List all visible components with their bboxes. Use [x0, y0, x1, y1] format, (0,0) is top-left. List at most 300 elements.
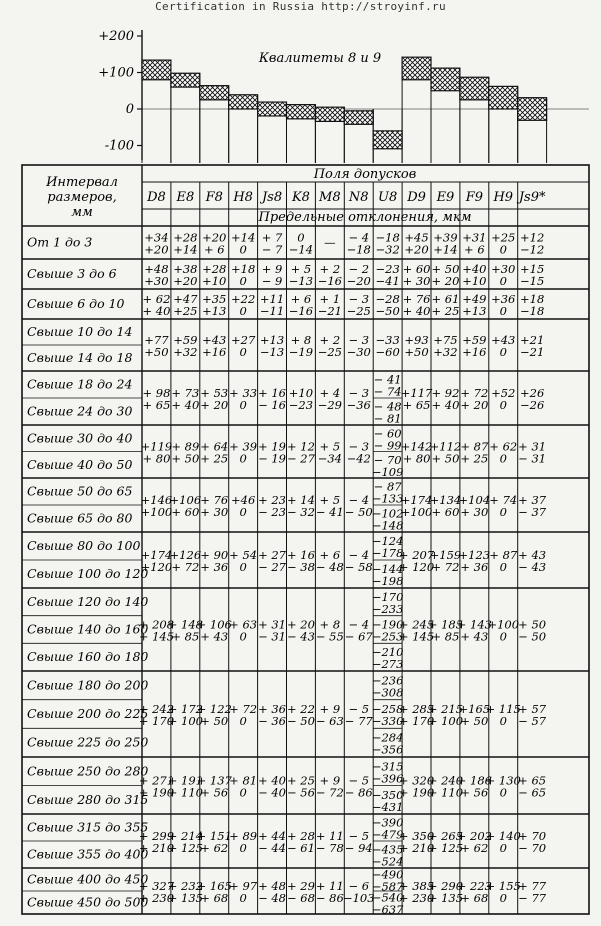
- lower-deviation: − 55: [315, 629, 344, 644]
- upper-deviation: +11: [259, 292, 285, 306]
- lower-deviation: −14: [288, 242, 314, 257]
- lower-deviation: +20: [404, 242, 429, 257]
- lower-deviation: + 110: [167, 785, 203, 800]
- upper-deviation: +31: [462, 230, 487, 245]
- lower-deviation: −25: [346, 304, 371, 318]
- lower-deviation: 0: [499, 629, 507, 644]
- lower-deviation: + 68: [200, 891, 229, 905]
- lower-deviation: − 86: [344, 785, 373, 800]
- upper-deviation: +174: [400, 493, 433, 507]
- lower-deviation: −30: [346, 345, 371, 359]
- lower-deviation: +32: [433, 345, 458, 359]
- tolerance-zone-F8: [200, 86, 229, 100]
- upper-deviation: +48: [144, 262, 169, 276]
- lower-deviation: 0: [499, 398, 507, 412]
- lower-deviation: − 50: [344, 505, 373, 519]
- upper-deviation: −540: [371, 890, 404, 905]
- y-tick-label: +200: [98, 29, 134, 44]
- tolerance-bar-chart: [98, 29, 589, 163]
- upper-deviation: +25: [491, 230, 516, 245]
- upper-deviation: + 385: [398, 879, 435, 893]
- lower-deviation: + 68: [460, 891, 489, 905]
- lower-deviation: +120: [140, 560, 173, 574]
- upper-deviation: 0: [297, 230, 305, 245]
- size-range-label: Свыше 120 до 140: [27, 593, 149, 609]
- upper-deviation: +159: [429, 548, 462, 562]
- lower-deviation: 0: [239, 242, 247, 257]
- upper-deviation: + 6: [319, 548, 341, 562]
- lower-deviation: + 80: [142, 451, 171, 466]
- upper-deviation: + 73: [171, 386, 200, 400]
- upper-deviation: +49: [462, 292, 487, 306]
- lower-deviation: + 100: [167, 714, 203, 728]
- size-range-label: Свыше 65 до 80: [27, 510, 133, 526]
- size-range-label: Свыше 14 до 18: [27, 350, 133, 365]
- upper-deviation: +142: [400, 439, 433, 454]
- lower-deviation: − 63: [315, 714, 344, 728]
- upper-deviation: + 115: [485, 702, 521, 716]
- upper-deviation: +34: [144, 230, 169, 245]
- upper-deviation: + 29: [286, 879, 315, 893]
- upper-deviation: − 3: [348, 292, 370, 306]
- upper-deviation: −315: [371, 759, 404, 774]
- upper-deviation: −435: [371, 842, 404, 857]
- upper-deviation: + 43: [518, 548, 547, 562]
- upper-deviation: + 50: [431, 262, 460, 276]
- upper-deviation: + 92: [431, 386, 460, 400]
- upper-deviation: + 64: [200, 439, 229, 454]
- upper-deviation: + 232: [167, 879, 203, 893]
- lower-deviation: + 125: [427, 841, 464, 855]
- upper-deviation: + 2: [319, 333, 341, 347]
- lower-deviation: 0: [499, 451, 507, 466]
- lower-deviation: − 9: [261, 274, 283, 288]
- upper-deviation: + 23: [258, 493, 287, 507]
- size-range-label: Свыше 40 до 50: [27, 456, 133, 472]
- tolerance-zone-F9: [460, 77, 489, 100]
- lower-deviation: − 77: [344, 714, 373, 728]
- lower-deviation: + 30: [460, 505, 489, 519]
- lower-deviation: 0: [499, 841, 507, 855]
- upper-deviation: + 14: [286, 493, 315, 507]
- upper-deviation: +59: [173, 333, 198, 347]
- lower-deviation: + 56: [460, 785, 489, 800]
- upper-deviation: −258: [371, 702, 404, 716]
- upper-deviation: −144: [371, 562, 404, 576]
- upper-deviation: − 3: [348, 439, 370, 454]
- column-header-2: F8: [205, 190, 223, 205]
- upper-deviation: +112: [429, 439, 462, 454]
- upper-deviation: + 8: [290, 333, 312, 347]
- lower-deviation: − 77: [518, 891, 547, 905]
- lower-deviation: + 62: [200, 841, 229, 855]
- upper-deviation: + 28: [286, 829, 315, 843]
- upper-deviation: + 27: [258, 548, 287, 562]
- lower-deviation: + 43: [200, 629, 229, 644]
- upper-deviation: − 3: [348, 386, 370, 400]
- upper-deviation: + 87: [460, 439, 489, 454]
- lower-deviation: 0: [239, 398, 247, 412]
- upper-deviation: −18: [375, 230, 400, 245]
- lower-deviation: + 145: [398, 629, 435, 644]
- lower-deviation: − 56: [286, 785, 315, 800]
- y-tick-label: -100: [104, 138, 134, 154]
- upper-deviation: + 155: [485, 879, 521, 893]
- lower-deviation: − 7: [261, 242, 283, 257]
- upper-deviation: −210: [371, 645, 404, 660]
- size-range-label: Свыше 24 до 30: [27, 403, 133, 419]
- upper-deviation: + 245: [398, 617, 435, 632]
- lower-deviation: −12: [520, 242, 545, 257]
- upper-deviation: +106: [169, 493, 202, 507]
- upper-deviation: +39: [433, 230, 458, 245]
- lower-deviation: −479: [371, 827, 404, 842]
- upper-deviation: −102: [371, 506, 404, 521]
- column-header-3: H8: [233, 190, 253, 205]
- upper-deviation: + 9: [261, 262, 283, 276]
- upper-deviation: + 63: [229, 617, 258, 632]
- lower-deviation: −273: [371, 657, 404, 672]
- lower-deviation: + 20: [460, 398, 489, 412]
- upper-deviation: + 223: [456, 879, 492, 893]
- upper-deviation: − 5: [348, 702, 370, 716]
- upper-deviation: + 61: [431, 292, 460, 306]
- upper-deviation: −490: [371, 867, 404, 882]
- lower-deviation: −431: [371, 799, 404, 814]
- lower-deviation: −11: [259, 304, 285, 318]
- lower-deviation: + 50: [431, 451, 460, 466]
- upper-deviation: +36: [491, 292, 516, 306]
- lower-deviation: − 32: [286, 505, 315, 519]
- tolerance-zone-D8: [142, 60, 171, 80]
- lower-deviation: +30: [144, 274, 169, 288]
- size-range-label: Свыше 30 до 40: [27, 430, 133, 446]
- lower-deviation: − 72: [315, 785, 344, 800]
- upper-deviation: + 327: [138, 879, 175, 893]
- lower-deviation: + 80: [402, 451, 431, 466]
- lower-deviation: +20: [173, 274, 198, 288]
- lower-deviation: −20: [346, 274, 371, 288]
- lower-deviation: + 65: [402, 398, 431, 412]
- lower-deviation: 0: [499, 242, 507, 257]
- upper-deviation: + 11: [315, 879, 344, 893]
- lower-deviation: 0: [239, 714, 247, 728]
- upper-deviation: +15: [520, 262, 545, 276]
- upper-deviation: + 76: [200, 493, 229, 507]
- upper-deviation: − 70: [373, 452, 402, 467]
- upper-deviation: +117: [400, 386, 433, 400]
- upper-deviation: + 320: [398, 773, 435, 788]
- lower-deviation: + 72: [171, 560, 200, 574]
- upper-deviation: + 37: [518, 493, 547, 507]
- lower-deviation: − 74: [373, 384, 402, 399]
- upper-deviation: +28: [173, 230, 198, 245]
- lower-deviation: + 135: [427, 891, 464, 905]
- lower-deviation: −103: [342, 891, 375, 905]
- upper-deviation: +22: [231, 292, 256, 306]
- lower-deviation: + 65: [142, 398, 171, 412]
- upper-deviation: + 186: [456, 773, 492, 788]
- lower-deviation: − 23: [258, 505, 287, 519]
- lower-deviation: − 57: [518, 714, 547, 728]
- lower-deviation: 0: [499, 891, 507, 905]
- upper-deviation: − 6: [348, 879, 370, 893]
- size-range-label: Свыше 100 до 120: [27, 566, 149, 581]
- lower-deviation: 0: [499, 274, 507, 288]
- upper-deviation: −33: [375, 333, 400, 347]
- lower-deviation: −109: [371, 464, 404, 479]
- upper-deviation: + 62: [142, 292, 171, 306]
- upper-deviation: +18: [231, 262, 256, 276]
- upper-deviation: + 172: [167, 702, 203, 716]
- limit-deviations-title: Предельные отклонения, мкм: [258, 210, 472, 225]
- upper-deviation: −236: [371, 673, 404, 688]
- upper-deviation: +75: [433, 333, 458, 347]
- lower-deviation: − 41: [315, 505, 344, 519]
- lower-deviation: 0: [239, 274, 247, 288]
- upper-deviation: +165: [458, 702, 491, 716]
- size-range-label: Свыше 225 до 250: [27, 734, 149, 750]
- upper-deviation: − 4: [348, 548, 370, 562]
- upper-deviation: +26: [520, 386, 545, 400]
- upper-deviation: + 240: [427, 773, 464, 788]
- upper-deviation: + 12: [286, 439, 315, 454]
- lower-deviation: −18: [520, 304, 545, 318]
- lower-deviation: −233: [371, 601, 404, 616]
- lower-deviation: − 70: [518, 841, 547, 855]
- upper-deviation: +43: [202, 333, 227, 347]
- size-range-label: Свыше 10 до 14: [27, 324, 133, 339]
- lower-deviation: 0: [499, 785, 507, 800]
- upper-deviation: + 54: [229, 548, 258, 562]
- upper-deviation: + 33: [229, 386, 258, 400]
- upper-deviation: + 202: [456, 829, 492, 843]
- upper-deviation: − 4: [348, 230, 370, 245]
- size-range-label: Свыше 315 до 355: [27, 819, 149, 835]
- upper-deviation: +104: [458, 493, 491, 507]
- lower-deviation: +25: [173, 304, 198, 318]
- chart-title: Квалитеты 8 и 9: [258, 51, 382, 66]
- upper-deviation: + 265: [427, 829, 464, 843]
- lower-deviation: − 50: [518, 629, 547, 644]
- upper-deviation: + 185: [427, 617, 464, 632]
- lower-deviation: + 60: [431, 505, 460, 519]
- lower-deviation: −19: [288, 345, 314, 359]
- upper-deviation: + 137: [196, 773, 232, 788]
- lower-deviation: + 30: [402, 274, 431, 288]
- column-header-10: E9: [436, 190, 455, 205]
- size-range-label: Свыше 50 до 65: [27, 483, 133, 499]
- lower-deviation: + 40: [142, 304, 171, 318]
- column-header-0: D8: [147, 190, 166, 205]
- upper-deviation: +40: [462, 262, 487, 276]
- lower-deviation: + 25: [460, 451, 489, 466]
- lower-deviation: +32: [173, 345, 198, 359]
- lower-deviation: + 40: [171, 398, 200, 412]
- upper-deviation: + 8: [319, 617, 341, 632]
- lower-deviation: + 25: [200, 451, 229, 466]
- lower-deviation: − 38: [286, 560, 315, 574]
- lower-deviation: −41: [375, 274, 400, 288]
- y-tick-label: +100: [98, 65, 134, 81]
- lower-deviation: + 60: [171, 505, 200, 519]
- upper-deviation: + 74: [489, 493, 518, 507]
- upper-deviation: +126: [169, 548, 202, 562]
- upper-deviation: +100: [487, 617, 520, 632]
- upper-deviation: + 48: [258, 879, 287, 893]
- upper-deviation: + 7: [261, 230, 283, 245]
- tolerance-zone-H9: [489, 86, 518, 109]
- upper-deviation: +38: [173, 262, 198, 276]
- lower-deviation: − 43: [286, 629, 315, 644]
- lower-deviation: + 20: [431, 274, 460, 288]
- upper-deviation: + 191: [167, 773, 203, 788]
- upper-deviation: + 299: [138, 829, 175, 843]
- tolerance-zone-M8: [315, 107, 344, 121]
- lower-deviation: + 72: [431, 560, 460, 574]
- lower-deviation: − 27: [258, 560, 287, 574]
- lower-deviation: + 56: [200, 785, 229, 800]
- lower-deviation: −32: [375, 242, 400, 257]
- upper-deviation: + 44: [258, 829, 287, 843]
- column-header-8: U8: [378, 190, 398, 205]
- lower-deviation: −29: [317, 398, 342, 412]
- lower-deviation: −178: [371, 546, 404, 560]
- upper-deviation: + 290: [427, 879, 464, 893]
- lower-deviation: − 31: [258, 629, 287, 644]
- lower-deviation: −25: [317, 345, 342, 359]
- upper-deviation: − 4: [348, 493, 370, 507]
- lower-deviation: −15: [520, 274, 545, 288]
- upper-deviation: +28: [202, 262, 227, 276]
- lower-deviation: − 43: [518, 560, 547, 574]
- upper-deviation: − 48: [373, 399, 402, 414]
- upper-deviation: + 40: [258, 773, 287, 788]
- lower-deviation: −253: [371, 629, 404, 644]
- lower-deviation: −198: [371, 574, 404, 588]
- lower-deviation: − 48: [315, 560, 344, 574]
- upper-deviation: + 65: [518, 773, 547, 788]
- lower-deviation: − 65: [518, 785, 547, 800]
- lower-deviation: −637: [371, 902, 404, 917]
- lower-deviation: +50: [144, 345, 169, 359]
- lower-deviation: + 40: [402, 304, 431, 318]
- lower-deviation: −330: [371, 714, 404, 728]
- lower-deviation: −13: [288, 274, 314, 288]
- size-range-label: Свыше 200 до 225: [27, 706, 149, 721]
- upper-deviation: +59: [462, 333, 487, 347]
- upper-deviation: + 130: [485, 773, 521, 788]
- upper-deviation: + 4: [319, 386, 341, 400]
- upper-deviation: + 31: [518, 439, 547, 454]
- upper-deviation: + 165: [196, 879, 232, 893]
- header-line-text: мм: [71, 205, 93, 220]
- upper-deviation: +10: [288, 386, 314, 400]
- upper-deviation: − 41: [373, 372, 402, 387]
- lower-deviation: −18: [346, 242, 371, 257]
- upper-deviation: + 98: [142, 386, 171, 400]
- upper-deviation: +14: [231, 230, 256, 245]
- lower-deviation: + 120: [398, 560, 435, 574]
- lower-deviation: −16: [317, 274, 342, 288]
- upper-deviation: + 53: [200, 386, 229, 400]
- lower-deviation: +10: [202, 274, 227, 288]
- lower-deviation: − 37: [518, 505, 547, 519]
- upper-deviation: + 72: [460, 386, 489, 400]
- upper-deviation: + 11: [315, 829, 344, 843]
- tolerance-zone-U8: [373, 131, 402, 149]
- upper-deviation: + 207: [398, 548, 435, 562]
- lower-deviation: + 110: [427, 785, 464, 800]
- lower-deviation: + 40: [431, 398, 460, 412]
- size-range-label: Свыше 3 до 6: [27, 266, 117, 281]
- column-header-13: Js9*: [518, 190, 546, 205]
- lower-deviation: − 48: [258, 891, 287, 905]
- watermark-text: Certification in Russia http://stroyinf.ru: [155, 0, 446, 13]
- lower-deviation: + 210: [138, 841, 175, 855]
- lower-deviation: +13: [202, 304, 227, 318]
- upper-deviation: +35: [202, 292, 227, 306]
- lower-deviation: + 85: [431, 629, 460, 644]
- column-header-5: K8: [291, 190, 310, 205]
- column-header-7: N8: [348, 190, 369, 205]
- upper-deviation: +174: [140, 548, 173, 562]
- upper-deviation: +43: [491, 333, 516, 347]
- upper-deviation: + 60: [402, 262, 431, 276]
- lower-deviation: + 20: [200, 398, 229, 412]
- upper-deviation: + 208: [138, 617, 175, 632]
- upper-deviation: + 5: [319, 493, 341, 507]
- header-line-text: размеров,: [47, 190, 117, 205]
- upper-deviation: + 77: [518, 879, 547, 893]
- upper-deviation: + 57: [518, 702, 547, 716]
- tolerance-zone-E9: [431, 68, 460, 91]
- lower-deviation: −587: [371, 879, 404, 894]
- upper-deviation: −124: [371, 534, 404, 548]
- tolerance-zone-K8: [287, 105, 316, 119]
- upper-deviation: + 5: [319, 439, 341, 454]
- size-range-label: Свыше 140 до 160: [27, 621, 149, 637]
- lower-deviation: − 44: [258, 841, 287, 855]
- lower-deviation: −308: [371, 685, 404, 700]
- size-range-label: Свыше 250 до 280: [27, 763, 149, 779]
- column-header-9: D9: [407, 190, 426, 205]
- upper-deviation: + 70: [518, 829, 547, 843]
- size-interval-header: [45, 175, 118, 220]
- lower-deviation: − 68: [286, 891, 315, 905]
- upper-deviation: − 3: [348, 333, 370, 347]
- tolerance-zone-Js8: [258, 102, 287, 116]
- upper-deviation: −350: [371, 787, 404, 802]
- upper-deviation: + 25: [286, 773, 315, 788]
- lower-deviation: −36: [346, 398, 371, 412]
- lower-deviation: + 30: [200, 505, 229, 519]
- tolerance-zone-N8: [344, 111, 373, 125]
- lower-deviation: + 135: [167, 891, 203, 905]
- upper-deviation: + 285: [398, 702, 435, 716]
- lower-deviation: − 99: [373, 438, 402, 453]
- upper-deviation: + 143: [456, 617, 492, 632]
- lower-deviation: 0: [499, 560, 507, 574]
- upper-deviation: + 9: [319, 702, 341, 716]
- upper-deviation: + 242: [138, 702, 175, 716]
- upper-deviation: + 89: [171, 439, 200, 454]
- lower-deviation: + 230: [138, 891, 175, 905]
- lower-deviation: −23: [288, 398, 314, 412]
- upper-deviation: +27: [231, 333, 256, 347]
- upper-deviation: + 122: [196, 702, 232, 716]
- upper-deviation: −23: [375, 262, 400, 276]
